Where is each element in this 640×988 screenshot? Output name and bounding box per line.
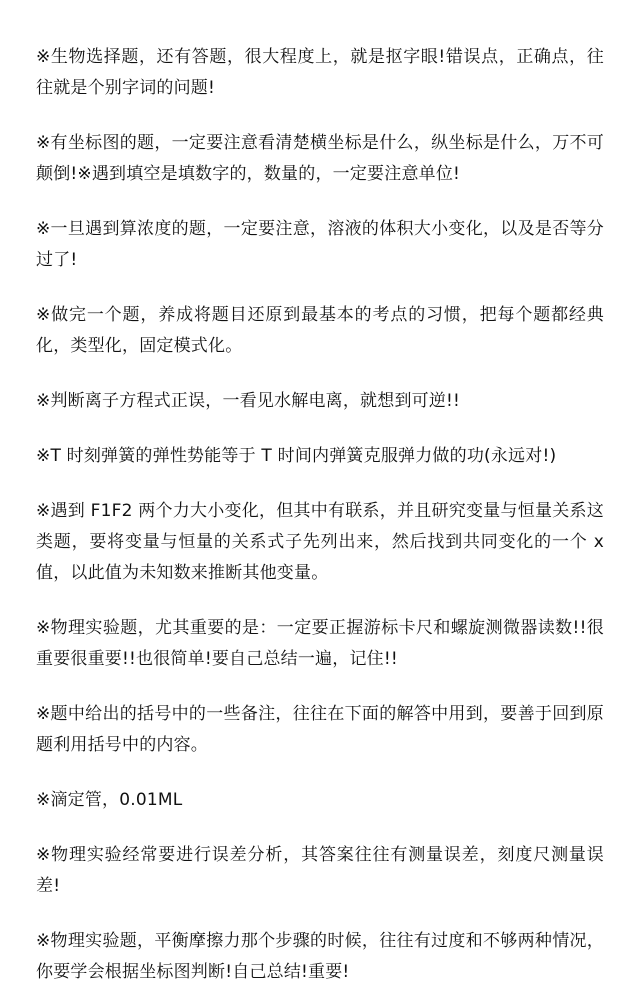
tip-paragraph-bracket-notes: ※题中给出的括号中的一些备注，往往在下面的解答中用到，要善于回到原题利用括号中的内容。: [36, 704, 604, 755]
tip-paragraph-burette: ※滴定管，0.01ML: [36, 790, 183, 810]
tip-paragraph-ionic-equation: ※判断离子方程式正误，一看见水解电离，就想到可逆!!: [36, 391, 461, 411]
tip-paragraph-biology-keywords: ※生物选择题，还有答题，很大程度上，就是抠字眼!错误点，正确点，往往就是个别字词的问题!: [36, 47, 604, 98]
tip-paragraph-variables-constants: ※遇到 F1F2 两个力大小变化，但其中有联系，并且研究变量与恒量关系这类题，要将变量与恒量的关系式子先列出来，然后找到共同变化的一个 x 值，以此值为未知数来推断其他变量。: [36, 501, 604, 583]
tip-paragraph-concentration: ※一旦遇到算浓度的题，一定要注意，溶液的体积大小变化，以及是否等分过了!: [36, 219, 604, 270]
tip-paragraph-coordinate-graph: ※有坐标图的题，一定要注意看清楚横坐标是什么，纵坐标是什么，万不可颠倒!※遇到填空是填数字的，数量的，一定要注意单位!: [36, 133, 604, 184]
tip-paragraph-spring-energy: ※T 时刻弹簧的弹性势能等于 T 时间内弹簧克服弹力做的功(永远对!): [36, 446, 557, 466]
tip-paragraph-classify-problems: ※做完一个题，养成将题目还原到最基本的考点的习惯，把每个题都经典化，类型化，固定模式化。: [36, 305, 604, 356]
tip-paragraph-friction-balance: ※物理实验题，平衡摩擦力那个步骤的时候，往往有过度和不够两种情况，你要学会根据坐标图判断!自己总结!重要!: [36, 931, 604, 982]
tip-paragraph-measurement-tools: ※物理实验题，尤其重要的是：一定要正握游标卡尺和螺旋测微器读数!!很重要很重要!!也很简单!要自己总结一遍，记住!!: [36, 618, 604, 669]
tip-paragraph-error-analysis: ※物理实验经常要进行误差分析，其答案往往有测量误差，刻度尺测量误差!: [36, 845, 604, 896]
